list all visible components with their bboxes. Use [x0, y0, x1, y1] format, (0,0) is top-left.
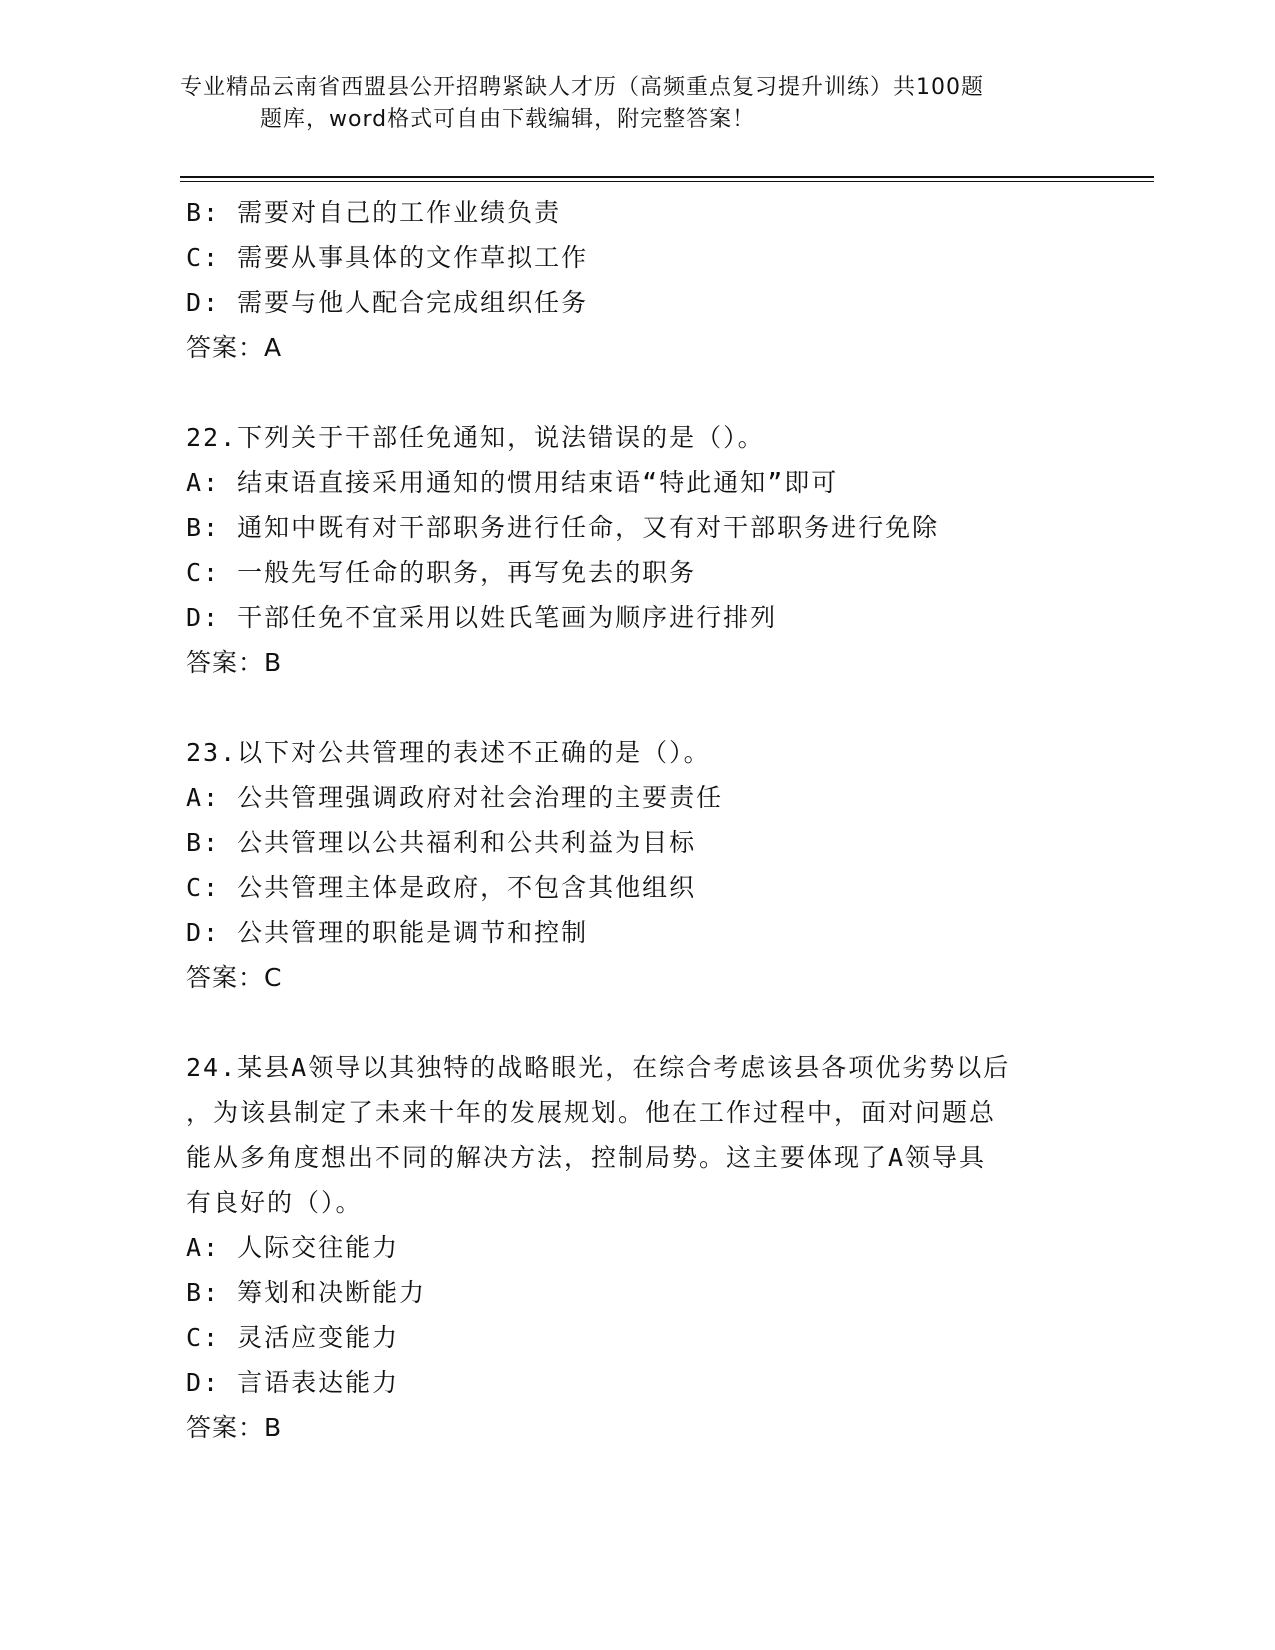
spacer [186, 1000, 1086, 1045]
option-d: D: 公共管理的职能是调节和控制 [186, 918, 589, 947]
option-c: C: 灵活应变能力 [186, 1323, 400, 1352]
question-text-line-4: 有良好的（）。 [186, 1188, 363, 1217]
header-title-line-1: 专业精品云南省西盟县公开招聘紧缺人才历（高频重点复习提升训练）共100题 [180, 75, 984, 100]
answer-line: 答案：B [186, 648, 283, 677]
header-divider-thin [180, 181, 1154, 182]
question-text-line-1: 24.某县A领导以其独特的战略眼光，在综合考虑该县各项优劣势以后 [186, 1053, 1011, 1082]
option-a: A: 公共管理强调政府对社会治理的主要责任 [186, 783, 724, 812]
spacer [186, 685, 1086, 730]
question-text-line-3: 能从多角度想出不同的解决方法，控制局势。这主要体现了A领导具 [186, 1143, 987, 1172]
header-divider-thick [180, 176, 1154, 178]
option-b: B: 需要对自己的工作业绩负责 [186, 198, 562, 227]
question-text: 22.下列关于干部任免通知，说法错误的是（）。 [186, 423, 765, 452]
question-23-block [186, 730, 1086, 1000]
document-header [180, 72, 1060, 136]
option-c: C: 一般先写任命的职务，再写免去的职务 [186, 558, 697, 587]
header-title-line-2: 题库，word格式可自由下载编辑，附完整答案！ [260, 107, 756, 132]
question-21-block [186, 190, 1086, 370]
spacer [186, 370, 1086, 415]
question-24-block [186, 1045, 1086, 1450]
option-a: A: 结束语直接采用通知的惯用结束语“特此通知”即可 [186, 468, 839, 497]
question-text: 23.以下对公共管理的表述不正确的是（）。 [186, 738, 711, 767]
option-b: B: 公共管理以公共福利和公共利益为目标 [186, 828, 697, 857]
option-b: B: 筹划和决断能力 [186, 1278, 427, 1307]
question-22-block [186, 415, 1086, 685]
answer-line: 答案：B [186, 1413, 283, 1442]
option-b: B: 通知中既有对干部职务进行任命，又有对干部职务进行免除 [186, 513, 940, 542]
option-d: D: 言语表达能力 [186, 1368, 400, 1397]
option-c: C: 需要从事具体的文作草拟工作 [186, 243, 589, 272]
question-content [186, 190, 1086, 1450]
option-c: C: 公共管理主体是政府，不包含其他组织 [186, 873, 697, 902]
option-d: D: 需要与他人配合完成组织任务 [186, 288, 589, 317]
answer-line: 答案：C [186, 963, 283, 992]
option-a: A: 人际交往能力 [186, 1233, 400, 1262]
question-text-line-2: ，为该县制定了未来十年的发展规划。他在工作过程中，面对问题总 [186, 1098, 997, 1127]
option-d: D: 干部任免不宜采用以姓氏笔画为顺序进行排列 [186, 603, 778, 632]
answer-line: 答案：A [186, 333, 283, 362]
